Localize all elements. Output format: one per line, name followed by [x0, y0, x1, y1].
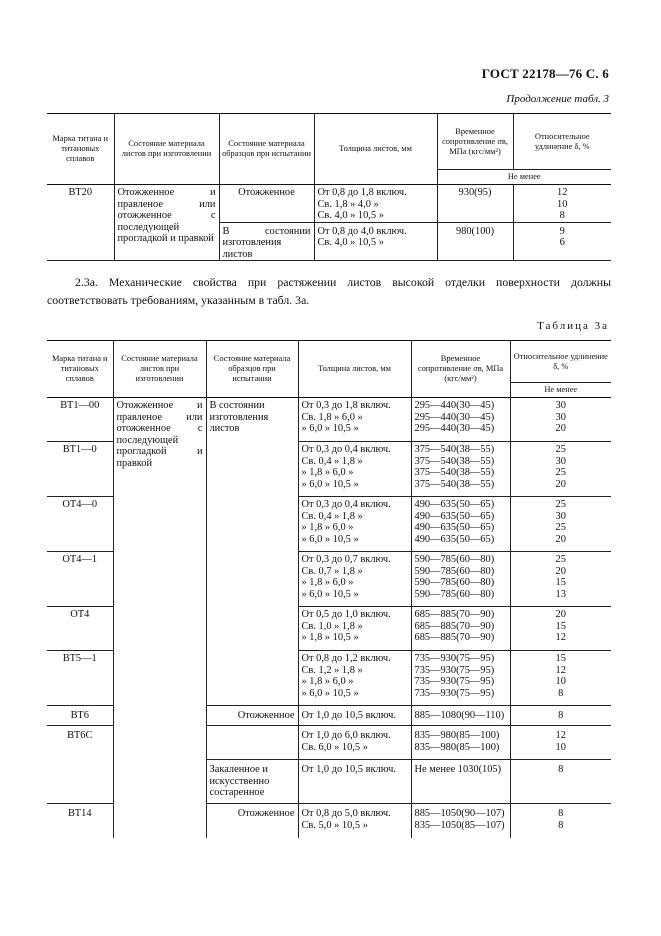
thickness-line: От 1,0 до 10,5 включ.: [298, 760, 411, 804]
thickness-line: Св. 0,4 » 1,8 »: [301, 510, 363, 522]
test-state-cell: Отожженное: [206, 804, 298, 838]
strength-value: Не менее 1030(105): [411, 760, 510, 804]
thickness-line: От 1,0 до 10,5 включ.: [298, 706, 411, 726]
thickness-line: » 1,8 » 10,5 »: [301, 632, 359, 643]
table-continuation-label: Продолжение табл. 3: [506, 93, 609, 105]
test-state-cell: Закаленное и искусственно состаренное: [206, 760, 298, 804]
elongation-value: 30: [555, 400, 566, 411]
thickness-line: » 1,8 » 6,0 »: [301, 522, 354, 533]
header-elongation: Относительное удлинение δ, %: [510, 341, 611, 383]
thickness-line: » 1,8 » 6,0 »: [301, 467, 354, 478]
elongation-value: 25: [555, 467, 566, 478]
thickness-line: От 0,8 до 1,8 включ.: [317, 187, 407, 198]
elongation-value: 8: [510, 760, 611, 804]
table-3: [47, 113, 611, 261]
grade-cell: ВТ1—00: [47, 398, 113, 442]
thickness-line: Св. 1,8 » 4,0 »: [317, 198, 379, 210]
header-min-label: Не менее: [510, 383, 611, 398]
test-state-cell: Отожженное: [206, 706, 298, 726]
elongation-value: 6: [559, 237, 565, 248]
paragraph-2-3a: 2.3а. Механические свойства при растяжении листов высокой отделки поверхности должны соответствовать требованиям, указанным в табл. 3а.: [47, 275, 611, 307]
strength-value: 295—440(30—45): [414, 423, 495, 434]
elongation-value: 30: [555, 411, 566, 423]
elongation-value: 12: [555, 632, 566, 643]
thickness-line: » 6,0 » 10,5 »: [301, 423, 359, 434]
thickness-line: Св. 5,0 » 10,5 »: [301, 819, 368, 831]
elongation-value: 15: [555, 620, 566, 632]
elongation-value: 8: [558, 687, 564, 699]
manufacture-state-cell: Отожженное и правленое или отожженное с последующей прогладкой и правкой: [114, 185, 219, 261]
strength-value: 735—930(75—95): [414, 687, 495, 699]
strength-value: 490—635(50—65): [414, 522, 495, 533]
grade-cell: ОТ4—1: [47, 552, 113, 607]
strength-cell: 980(100): [437, 222, 513, 261]
table-3a-caption: Таблица 3а: [537, 320, 609, 332]
thickness-line: От 0,8 до 1,2 включ.: [301, 653, 391, 664]
grade-cell: ВТ6: [47, 706, 113, 726]
manufacture-state-cell: Отожженное и правленое или отожженное с последующей прогладкой и правкой: [113, 398, 206, 706]
thickness-line: » 6,0 » 10,5 »: [301, 478, 359, 490]
elongation-value: 25: [555, 444, 566, 455]
thickness-line: Св. 6,0 » 10,5 »: [301, 741, 368, 753]
elongation-value: 20: [555, 478, 566, 490]
strength-value: 590—785(60—80): [414, 565, 495, 577]
thickness-line: Св. 4,0 » 10,5 »: [317, 237, 384, 248]
thickness-line: От 0,3 до 1,8 включ.: [301, 400, 391, 411]
elongation-value: 8: [559, 210, 565, 221]
elongation-value: 9: [559, 225, 565, 237]
strength-value: 590—785(60—80): [414, 577, 495, 588]
header-strength: Временное сопротивление σв, МПа (кгс/мм²): [411, 341, 510, 398]
thickness-line: Св. 4,0 » 10,5 »: [317, 210, 384, 221]
strength-value: 375—540(38—55): [414, 455, 495, 467]
strength-value: 685—885(70—90): [414, 620, 495, 632]
table-3a: [47, 340, 611, 838]
header-thickness: Толщина листов, мм: [314, 114, 437, 185]
header-grade: Марка титана и титановых сплавов: [47, 114, 114, 185]
elongation-value: 8: [558, 808, 564, 819]
strength-value: 490—635(50—65): [414, 510, 495, 522]
thickness-line: » 6,0 » 10,5 »: [301, 533, 359, 545]
thickness-line: Св. 1,2 » 1,8 »: [301, 664, 363, 676]
strength-value: 835—980(85—100): [414, 741, 500, 753]
grade-cell: ВТ6С: [47, 726, 113, 804]
elongation-value: 13: [555, 588, 566, 600]
thickness-line: Св. 1,0 » 1,8 »: [301, 620, 363, 632]
strength-value: 490—635(50—65): [414, 533, 495, 545]
thickness-line: Св. 1,8 » 6,0 »: [301, 411, 363, 423]
header-state-manufacture: Состояние материала листов при изготовлении: [113, 341, 206, 398]
header-state-testing: Состояние материала образцов при испытании: [206, 341, 298, 398]
header-thickness: Толщина листов, мм: [298, 341, 411, 398]
thickness-line: От 0,3 до 0,4 включ.: [301, 499, 391, 510]
header-state-testing: Состояние материала образцов при испытании: [219, 114, 314, 185]
test-state-cell: Отожженное: [219, 185, 314, 223]
thickness-line: » 1,8 » 6,0 »: [301, 676, 354, 687]
elongation-value: 10: [557, 198, 568, 210]
thickness-line: От 0,5 до 1,0 включ.: [301, 609, 391, 620]
thickness-line: » 6,0 » 10,5 »: [301, 588, 359, 600]
elongation-value: 12: [555, 730, 566, 741]
test-state-cell: В состоянии изготовления листов: [219, 222, 314, 261]
grade-cell: ВТ20: [47, 185, 114, 261]
strength-value: 685—885(70—90): [414, 609, 495, 620]
elongation-value: 8: [510, 706, 611, 726]
strength-value: 885—1080(90—110): [411, 706, 510, 726]
strength-value: 885—1050(90—107): [414, 808, 505, 819]
thickness-line: От 0,3 до 0,4 включ.: [301, 444, 391, 455]
header-state-manufacture: Состояние материала листов при изготовлении: [114, 114, 219, 185]
elongation-value: 20: [555, 609, 566, 620]
grade-cell: ВТ5—1: [47, 651, 113, 706]
strength-value: 295—440(30—45): [414, 411, 495, 423]
elongation-value: 20: [555, 423, 566, 434]
document-reference: ГОСТ 22178—76 С. 6: [481, 66, 609, 81]
elongation-value: 15: [555, 653, 566, 664]
grade-cell: ВТ14: [67, 808, 92, 819]
elongation-value: 8: [558, 819, 564, 831]
strength-value: 375—540(38—55): [414, 444, 495, 455]
thickness-line: От 0,8 до 5,0 включ.: [301, 808, 391, 819]
strength-cell: 930(95): [437, 185, 513, 223]
header-grade: Марка титана и титановых сплавов: [47, 341, 113, 398]
thickness-line: » 1,8 » 6,0 »: [301, 577, 354, 588]
thickness-line: » 6,0 » 10,5 »: [301, 687, 359, 699]
thickness-line: От 0,8 до 4,0 включ.: [317, 225, 407, 237]
strength-value: 375—540(38—55): [414, 467, 495, 478]
strength-value: 590—785(60—80): [414, 554, 495, 565]
thickness-line: Св. 0,4 » 1,8 »: [301, 455, 363, 467]
elongation-value: 15: [555, 577, 566, 588]
strength-value: 835—980(85—100): [414, 730, 500, 741]
header-elongation: Относительное удлинение δ, %: [513, 114, 611, 170]
strength-value: 685—885(70—90): [414, 632, 495, 643]
strength-value: 375—540(38—55): [414, 478, 495, 490]
elongation-value: 30: [555, 510, 566, 522]
header-strength: Временное сопротивление σв, МПа (кгс/мм²): [437, 114, 513, 170]
strength-value: 735—930(75—95): [414, 664, 495, 676]
elongation-value: 12: [557, 187, 568, 198]
test-state-cell: В состоянии изготовления листов: [206, 398, 298, 706]
thickness-line: От 1,0 до 6,0 включ.: [301, 730, 391, 741]
strength-value: 490—635(50—65): [414, 499, 495, 510]
elongation-value: 20: [555, 565, 566, 577]
strength-value: 835—1050(85—107): [414, 819, 505, 831]
strength-value: 735—930(75—95): [414, 676, 495, 687]
thickness-line: От 0,3 до 0,7 включ.: [301, 554, 391, 565]
grade-cell: ОТ4: [47, 607, 113, 651]
grade-cell: ВТ1—0: [47, 442, 113, 497]
elongation-value: 10: [555, 676, 566, 687]
elongation-value: 25: [555, 499, 566, 510]
header-min-label: Не менее: [437, 170, 611, 185]
thickness-line: Св. 0,7 » 1,8 »: [301, 565, 363, 577]
elongation-value: 25: [555, 522, 566, 533]
strength-value: 735—930(75—95): [414, 653, 495, 664]
strength-value: 590—785(60—80): [414, 588, 495, 600]
elongation-value: 12: [555, 664, 566, 676]
elongation-value: 20: [555, 533, 566, 545]
grade-cell: ОТ4—0: [47, 497, 113, 552]
elongation-value: 30: [555, 455, 566, 467]
strength-value: 295—440(30—45): [414, 400, 495, 411]
elongation-value: 25: [555, 554, 566, 565]
elongation-value: 10: [555, 741, 566, 753]
